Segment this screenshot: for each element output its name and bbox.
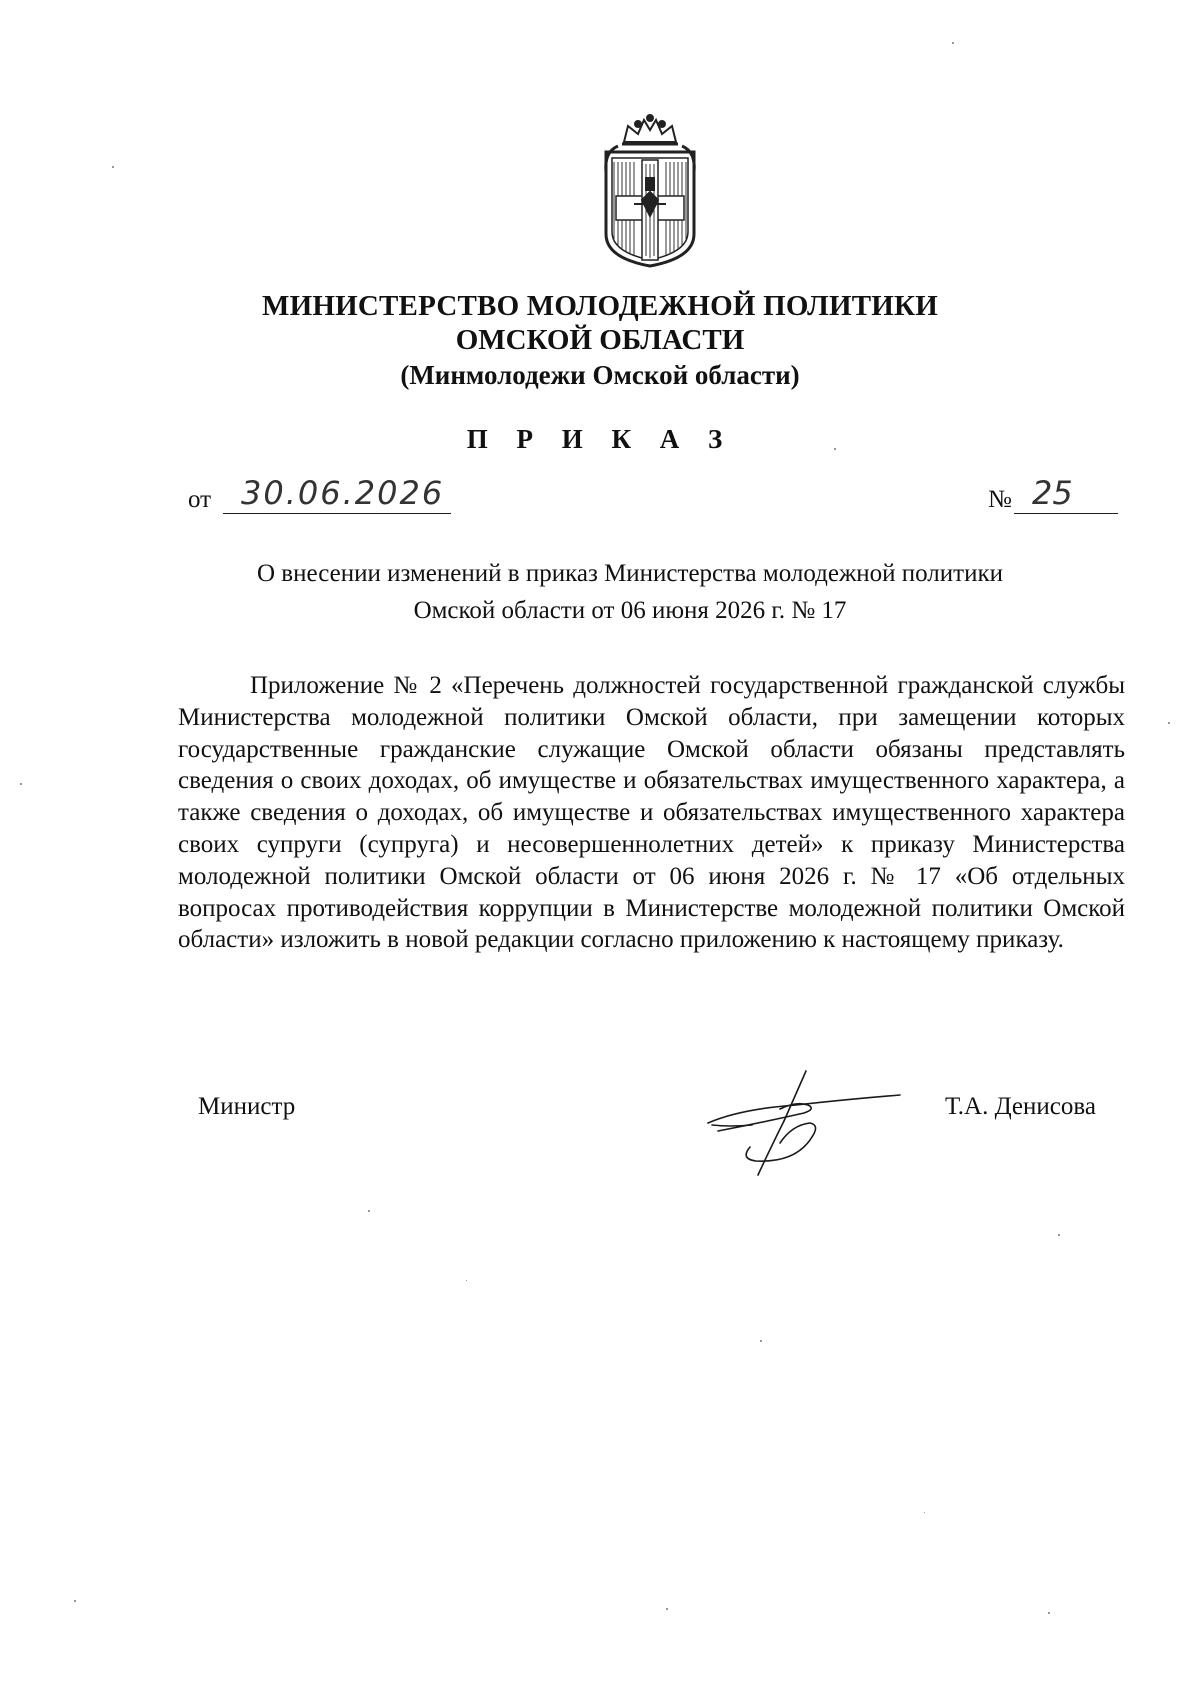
handwritten-signature <box>700 1065 920 1185</box>
organization-short-name: (Минмолодежи Омской области) <box>400 360 800 390</box>
coat-of-arms-icon <box>588 112 712 270</box>
document-number: 25 <box>1014 474 1118 514</box>
document-subject <box>180 555 1080 629</box>
scan-speck <box>74 1600 76 1602</box>
scan-speck <box>834 448 836 450</box>
scan-speck <box>1168 722 1170 724</box>
scan-speck <box>1048 1612 1050 1614</box>
scan-speck <box>924 1512 925 1513</box>
scan-speck <box>466 1280 467 1281</box>
scan-speck <box>666 1608 668 1610</box>
scan-speck <box>112 166 114 168</box>
document-date: 30.06.2026 <box>223 474 451 514</box>
subject-line1: О внесении изменений в приказ Министерства молодежной политики <box>257 560 1003 587</box>
signatory-title: Министр <box>198 1093 296 1120</box>
signatory-name: Т.А. Денисова <box>945 1093 1096 1120</box>
organization-name-line2: ОМСКОЙ ОБЛАСТИ <box>455 324 745 356</box>
scan-speck <box>1058 1234 1060 1236</box>
document-type: П Р И К А З <box>466 424 734 454</box>
organization-name-line1: МИНИСТЕРСТВО МОЛОДЕЖНОЙ ПОЛИТИКИ <box>262 290 938 322</box>
number-prefix: № <box>988 486 1012 513</box>
scan-speck <box>952 42 954 44</box>
scan-speck <box>760 1340 762 1342</box>
subject-line2: Омской области от 06 июня 2026 г. № 17 <box>413 597 847 624</box>
scan-speck <box>20 783 22 785</box>
date-prefix: от <box>188 486 212 513</box>
body-paragraph: Приложение № 2 «Перечень должностей государственной гражданской службы Министерства молодежной политики Омской области, при замещении которых государственные гражданские служащие Омской области обязаны представлять сведения о своих доходах, об имуществе и обязательствах имущественного характера, а также сведения о доходах, об имуществе и обязательствах имущественного характера своих супруги (супруга) и несовершеннолетних детей» к приказу Министерства молодежной политики Омской области от 06 июня 2026 г. № 17 «Об отдельных вопросах противодействия коррупции в Министерстве молодежной политики Омской области» изложить в новой редакции согласно приложению к настоящему приказу. <box>178 672 1125 954</box>
scan-speck <box>368 1210 370 1212</box>
